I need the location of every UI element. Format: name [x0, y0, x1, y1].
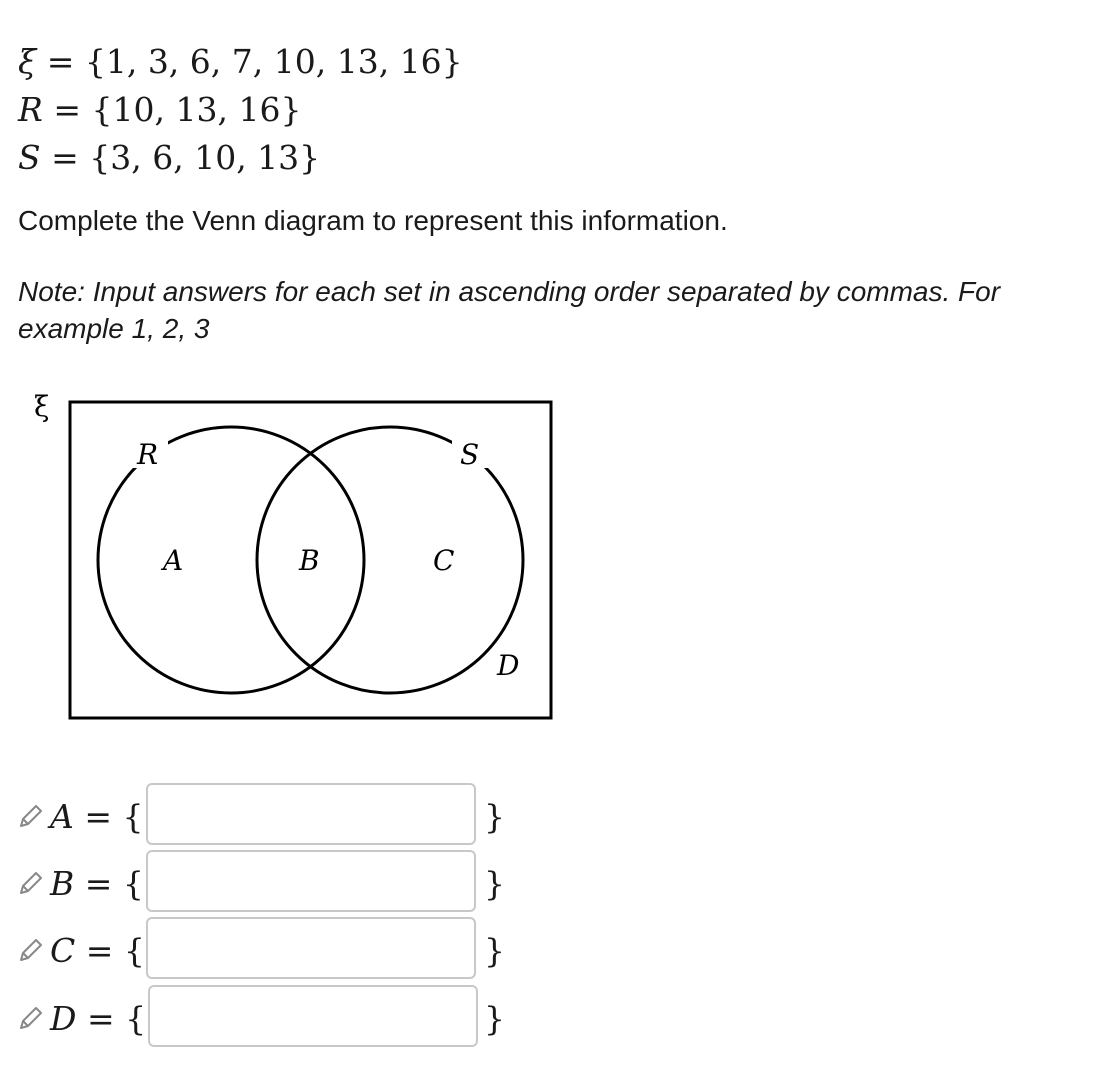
pencil-icon — [16, 1003, 46, 1033]
equals-sign: = — [51, 138, 79, 177]
answer-row-a — [16, 783, 536, 849]
circle-s-label: S — [460, 438, 480, 471]
answer-label: D = { — [50, 999, 147, 1038]
region-b-label: B — [299, 544, 320, 577]
set-value: {1, 3, 6, 7, 10, 13, 16} — [84, 42, 463, 81]
set-value: {10, 13, 16} — [91, 90, 302, 129]
answer-row-b — [16, 850, 536, 916]
close-brace: } — [484, 797, 505, 836]
answer-label: B = { — [50, 864, 144, 903]
venn-diagram — [0, 380, 580, 730]
answer-row-c — [16, 917, 536, 983]
set-r-line — [18, 86, 463, 134]
pencil-icon — [16, 935, 46, 965]
region-c-label: C — [433, 544, 455, 577]
answer-label: C = { — [50, 931, 145, 970]
answer-input-c[interactable] — [146, 917, 476, 979]
answer-label: A = { — [50, 797, 144, 836]
close-brace: } — [484, 864, 505, 903]
region-d-label: D — [497, 649, 520, 682]
equals-sign: = — [46, 42, 75, 81]
note-text: Note: Input answers for each set in ascending order separated by commas. For example 1, 2, 3 — [18, 276, 1001, 344]
set-value: {3, 6, 10, 13} — [89, 138, 321, 177]
universal-label: ξ — [34, 390, 50, 423]
answer-input-d[interactable] — [148, 985, 478, 1047]
circle-r-label: R — [137, 438, 159, 471]
answer-input-a[interactable] — [146, 783, 476, 845]
set-symbol: ξ — [18, 42, 37, 81]
universal-set-line — [18, 38, 463, 86]
pencil-icon — [16, 801, 46, 831]
pencil-icon — [16, 868, 46, 898]
set-symbol: R — [18, 90, 43, 129]
set-definitions — [18, 38, 463, 182]
region-a-label: A — [163, 544, 184, 577]
equals-sign: = — [53, 90, 82, 129]
answer-input-b[interactable] — [146, 850, 476, 912]
answer-row-d — [16, 985, 536, 1051]
close-brace: } — [484, 931, 505, 970]
set-s-line — [18, 134, 463, 182]
set-symbol: S — [18, 138, 41, 177]
instruction-text: Complete the Venn diagram to represent this information. — [18, 205, 728, 236]
close-brace: } — [484, 999, 505, 1038]
